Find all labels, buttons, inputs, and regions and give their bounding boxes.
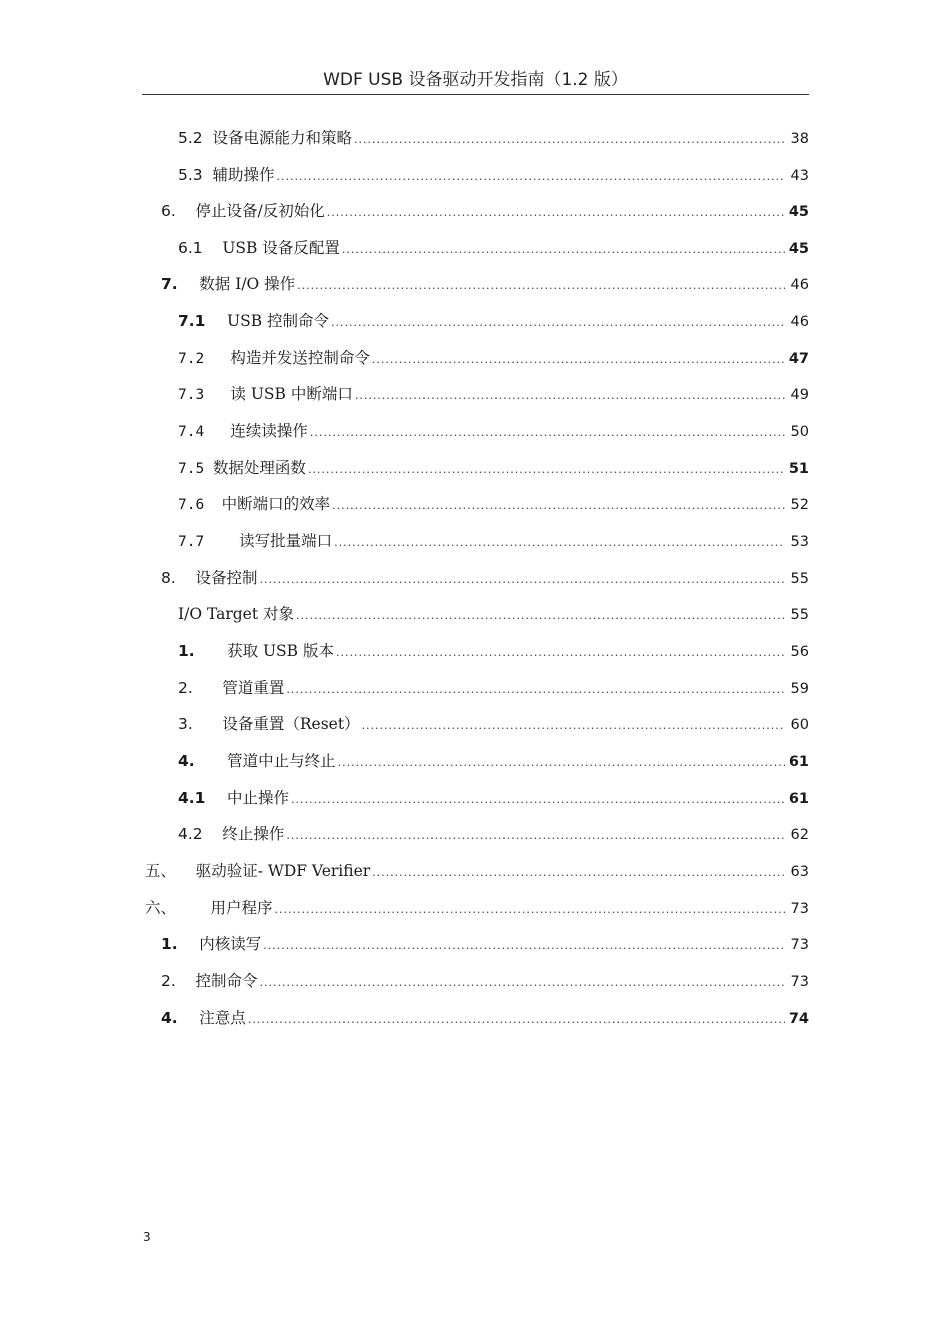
toc-entry-page: 62 [790,827,809,843]
toc-leader-dots [334,529,785,557]
toc-leader-dots [336,639,785,667]
toc-leader-dots [332,492,785,520]
toc-entry-title: 中止操作 [227,789,290,807]
toc-entry-number: 7.5 [178,461,213,477]
toc-entry[interactable] [161,270,809,298]
toc-entry-number: 7.7 [178,534,240,550]
toc-entry[interactable] [178,344,809,372]
toc-entry-page: 45 [788,204,809,220]
toc-entry-number: 8. [161,569,196,587]
toc-leader-dots [286,676,785,704]
toc-entry-page: 73 [790,901,809,917]
toc-entry[interactable] [145,857,809,885]
toc-entry-page: 74 [788,1011,809,1027]
toc-entry[interactable] [145,894,809,922]
toc-entry-title: 控制命令 [195,972,258,990]
toc-entry-number: 6. [161,202,196,220]
toc-entry[interactable] [178,161,809,189]
toc-entry-number: 7.3 [178,387,231,403]
toc-leader-dots [248,1006,785,1034]
toc-entry-page: 38 [790,131,809,147]
toc-leader-dots [372,859,785,887]
toc-entry-page: 56 [790,644,809,660]
toc-leader-dots [277,163,785,191]
toc-leader-dots [362,712,785,740]
toc-entry-title: 注意点 [199,1009,246,1027]
toc-entry[interactable] [178,234,809,262]
toc-entry[interactable] [178,784,809,812]
toc-leader-dots [263,932,785,960]
toc-entry[interactable] [161,197,809,225]
toc-leader-dots [331,309,785,337]
toc-entry[interactable] [178,380,809,408]
header-rule [142,94,809,95]
toc-leader-dots [275,896,785,924]
toc-entry[interactable] [178,747,809,775]
toc-leader-dots [296,602,785,630]
toc-entry[interactable] [161,1004,809,1032]
toc-entry-page: 60 [790,717,809,733]
toc-entry-title: 辅助操作 [212,166,275,184]
toc-entry-page: 49 [790,387,809,403]
toc-entry-title: 数据处理函数 [212,459,306,477]
toc-entry-title: 终止操作 [222,825,285,843]
toc-entry-page: 46 [790,277,809,293]
toc-entry-title: 管道重置 [222,679,285,697]
toc-leader-dots [297,272,785,300]
toc-entry-number: 7.4 [178,424,231,440]
page-number: 3 [143,1230,151,1244]
toc-entry-page: 46 [790,314,809,330]
toc-entry-page: 63 [790,864,809,880]
toc-entry[interactable] [178,600,809,628]
toc-entry[interactable] [178,490,809,518]
toc-entry[interactable] [178,637,809,665]
toc-leader-dots [338,749,785,777]
toc-entry-number: 7.1 [178,312,228,330]
toc-entry-page: 55 [790,571,809,587]
toc-entry-title: 读 USB 中断端口 [230,385,353,403]
toc-entry[interactable] [161,564,809,592]
toc-entry-page: 73 [790,937,809,953]
toc-entry-number: 2. [178,679,223,697]
toc-entry-page: 73 [790,974,809,990]
toc-entry-title: USB 设备反配置 [222,239,340,257]
toc-entry-number: 1. [178,642,228,660]
toc-entry-title: 用户程序 [210,899,273,917]
toc-entry[interactable] [178,417,809,445]
toc-entry-title: I/O Target 对象 [178,605,295,623]
toc-entry-page: 43 [790,168,809,184]
toc-entry[interactable] [178,307,809,335]
toc-entry-title: 中断端口的效率 [221,495,331,513]
toc-entry-number: 4. [178,752,228,770]
toc-entry-number: 7. [161,275,200,293]
toc-entry-number: 4. [161,1009,200,1027]
toc-entry-title: 获取 USB 版本 [227,642,334,660]
toc-entry-number: 4.2 [178,825,223,843]
toc-leader-dots [286,822,785,850]
toc-leader-dots [291,786,785,814]
toc-entry[interactable] [178,527,809,555]
toc-entry[interactable] [178,674,809,702]
toc-entry-page: 45 [788,241,809,257]
toc-leader-dots [354,126,785,154]
toc-entry-title: 驱动验证- WDF Verifier [195,862,371,880]
toc-entry-number: 五、 [145,862,196,880]
toc-leader-dots [327,199,785,227]
toc-entry-page: 55 [790,607,809,623]
page-header: WDF USB 设备驱动开发指南（1.2 版） [323,70,628,90]
toc-leader-dots [260,566,785,594]
toc-leader-dots [372,346,785,374]
toc-entry-number: 六、 [145,899,211,917]
toc-entry[interactable] [161,967,809,995]
toc-entry-page: 51 [788,461,809,477]
toc-entry-title: 管道中止与终止 [227,752,336,770]
toc-entry-number: 5.3 [178,166,213,184]
toc-entry[interactable] [178,454,809,482]
toc-entry-page: 59 [790,681,809,697]
toc-entry-number: 1. [161,935,200,953]
toc-entry-page: 52 [790,497,809,513]
toc-entry-number: 7.6 [178,497,222,513]
toc-entry-title: 设备电源能力和策略 [212,129,353,147]
toc-entry-number: 2. [161,972,196,990]
toc-entry[interactable] [178,710,809,738]
toc-leader-dots [260,969,785,997]
toc-entry-title: 停止设备/反初始化 [195,202,325,220]
toc-entry[interactable] [178,124,809,152]
toc-entry-title: 连续读操作 [230,422,308,440]
toc-entry-number: 5.2 [178,129,213,147]
toc-entry-page: 47 [788,351,809,367]
toc-entry-title: 读写批量端口 [239,532,333,550]
toc-entry-page: 61 [788,754,809,770]
toc-entry-number: 3. [178,715,223,733]
toc-entry[interactable] [161,930,809,958]
toc-entry-page: 50 [790,424,809,440]
toc-leader-dots [310,419,785,447]
toc-entry-number: 6.1 [178,239,223,257]
toc-entry-title: 设备控制 [195,569,258,587]
toc-leader-dots [355,382,785,410]
toc-leader-dots [342,236,785,264]
toc-entry-title: 构造并发送控制命令 [230,349,370,367]
toc-entry-page: 53 [790,534,809,550]
toc-leader-dots [308,456,785,484]
toc-entry-number: 4.1 [178,789,228,807]
toc-entry-title: 设备重置（Reset） [222,715,360,733]
toc-entry-number: 7.2 [178,351,231,367]
toc-entry-title: USB 控制命令 [227,312,330,330]
toc-entry-page: 61 [788,791,809,807]
toc-entry[interactable] [178,820,809,848]
toc-entry-title: 内核读写 [199,935,262,953]
toc-entry-title: 数据 I/O 操作 [199,275,296,293]
